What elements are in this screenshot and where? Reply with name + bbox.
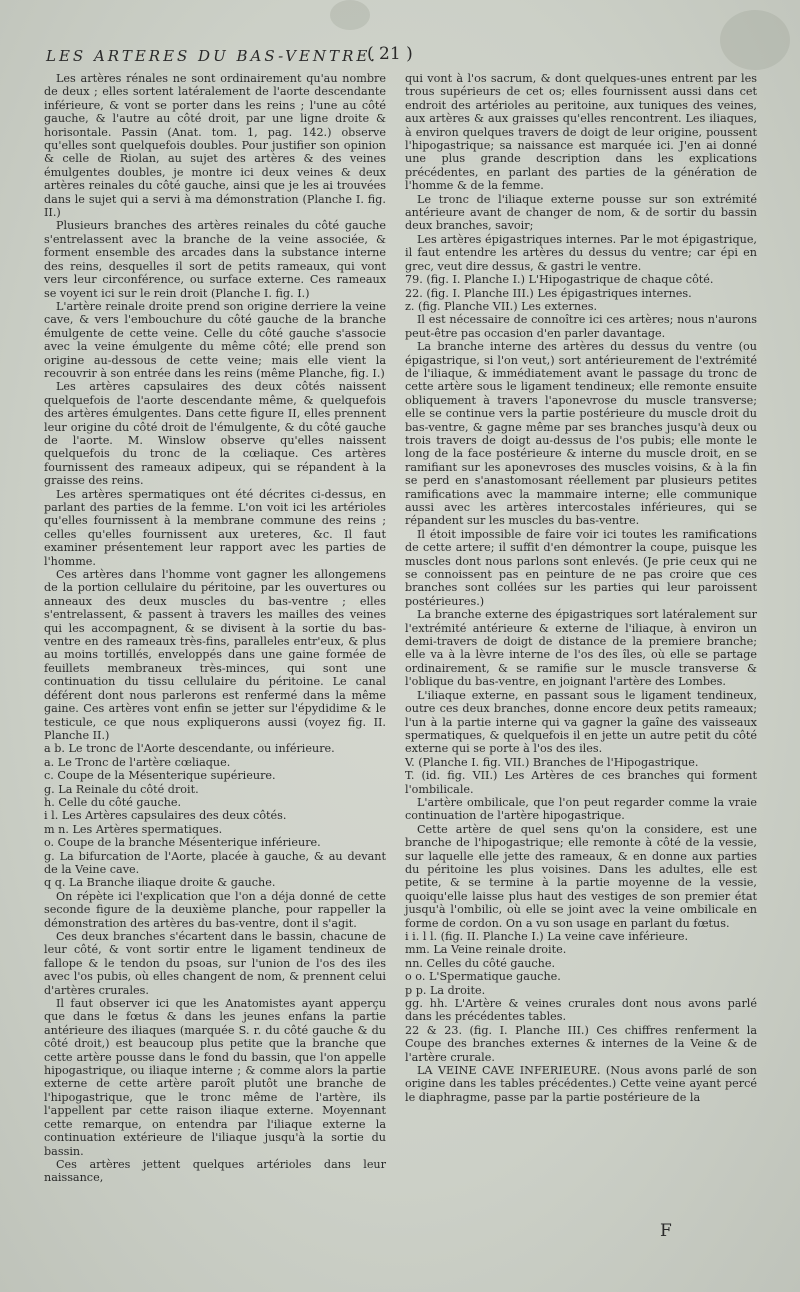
- legend-item: g. La bifurcation de l'Aorte, placée à gauche, & au devant de la Veine cave.: [44, 849, 386, 876]
- legend-item: T. (id. fig. VII.) Les Artères de ces branches qui forment l'ombilicale.: [405, 769, 757, 796]
- legend-item: m n. Les Artères spermatiques.: [44, 822, 223, 836]
- legend-item: h. Celle du côté gauche.: [44, 795, 182, 809]
- legend-item: g. La Reinale du côté droit.: [44, 782, 199, 796]
- running-head: LES ARTERES DU BAS-VENTRE.: [46, 47, 379, 65]
- paragraph: Ces artères dans l'homme vont gagner les allongemens de la portion cellulaire du péritoine, par les ouvertures ou anneaux des deux muscles du bas-ventre ; elles s'entrelassent, & passent à travers les mailles des veines qui les accompagnent, & se divisent à la sortie du bas-ventre en des rameaux très-fins, paralleles entr'eux, & plus au moins tortillés, enveloppés dans une gaine formée de feuillets membraneux très-minces, qui sont une continuation du tissu cellulaire du péritoine. Le canal déférent dont nous parlerons est renfermé dans la même gaine. Ces artères vont enfin se jetter sur l'épydidime & le testicule, ce que nous expliquerons aussi (voyez fig. II. Planche II.): [44, 568, 386, 742]
- paragraph: La branche interne des artères du dessus du ventre (ou épigastrique, si l'on veut,) sort antérieurement de l'extrémité de l'iliaque, & immédiatement avant le passage du tronc de cette artère sous le ligament tendineux; elle remonte ensuite obliquement à travers l'aponevrose du muscle transverse; elle se continue vers la partie postérieure du muscle droit du bas-ventre, & gagne même par ses branches jusqu'à deux ou trois travers de doigt au-dessus de l'os pubis; elle monte le long de la face postérieure & interne du muscle droit, en se ramifiant sur les aponevroses des muscles voisins, & à la fin se perd en s'anastomosant réellement par plusieurs petites ramifications avec la mammaire interne; elle communique aussi avec les artères intercostales inférieures, qui se répandent sur les muscles du bas-ventre.: [405, 340, 757, 528]
- legend-item: o. Coupe de la branche Mésenterique inférieure.: [44, 836, 321, 850]
- paragraph: On répète ici l'explication que l'on a déja donné de cette seconde figure de la deuxième planche, pour rappeller la démonstration des artères du bas-ventre, dont il s'agit.: [44, 889, 386, 930]
- legend-item: c. Coupe de la Mésenterique supérieure.: [44, 769, 276, 783]
- right-column: [405, 72, 757, 1104]
- legend-item: o o. L'Spermatique gauche.: [405, 970, 561, 984]
- paragraph: L'artère ombilicale, que l'on peut regarder comme la vraie continuation de l'artère hipogastrique.: [405, 795, 757, 823]
- paragraph: Le tronc de l'iliaque externe pousse sur son extrémité antérieure avant de changer de nom, & de sortir du bassin deux branches, savoir;: [405, 192, 757, 233]
- left-column: [44, 72, 386, 1185]
- paragraph: Il est nécessaire de connoître ici ces artères; nous n'aurons peut-être pas occasion d'en parler davantage.: [405, 313, 757, 340]
- paragraph: LA VEINE CAVE INFERIEURE. (Nous avons parlé de son origine dans les tables précédentes.) Cette veine ayant percé le diaphragme, passe par la partie postérieure de la: [405, 1064, 757, 1104]
- paper-stain: [720, 10, 790, 70]
- paragraph: Ces deux branches s'écartent dans le bassin, chacune de leur côté, & vont sortir entre le ligament tendineux de fallope & le tendon du psoas, sur l'union de l'os des iles avec l'os pubis, où elles changent de nom, & prennent celui d'artères crurales.: [44, 930, 386, 997]
- legend-item: i i. l l. (fig. II. Planche I.) La veine cave inférieure.: [405, 930, 689, 943]
- paragraph: Il faut observer ici que les Anatomistes ayant apperçu que dans le fœtus & dans les jeunes enfans la partie antérieure des iliaques (marquée S. r. du côté gauche & du côté droit,) est beaucoup plus petite que la branche que cette artère pousse dans le fond du bassin, que l'on appelle hipogastrique, ou iliaque interne ; & comme alors la partie externe de cette artère paroît plutôt une branche de l'hipogastrique, que le tronc même de l'artère, ils l'appellent par cette raison iliaque externe. Moyennant cette remarque, on entendra par l'iliaque externe la continuation extérieure de l'iliaque jusqu'à la sortie du bassin.: [44, 997, 386, 1158]
- paper-stain: [330, 0, 370, 30]
- legend-item: z. (fig. Planche VII.) Les externes.: [405, 299, 597, 313]
- legend-item: nn. Celles du côté gauche.: [405, 956, 556, 970]
- paragraph: La branche externe des épigastriques sort latéralement sur l'extrémité antérieure & externe de l'iliaque, à environ un demi-travers de doigt de distance de la premiere branche; elle va à la lèvre interne de l'os des îles, où elle se partage ordinairement, & se ramifie sur le muscle transverse & l'oblique du bas-ventre, en joignant l'artère des Lombes.: [405, 608, 757, 689]
- paragraph: L'iliaque externe, en passant sous le ligament tendineux, outre ces deux branches, donne encore deux petits rameaux; l'un à la partie interne qui va gagner la gaîne des vaisseaux spermatiques, & quelquefois il en jette un autre petit du côté externe qui se porte à l'os des iles.: [405, 688, 757, 756]
- legend-item: i l. Les Artères capsulaires des deux côtés.: [44, 809, 287, 823]
- paragraph: Les artères épigastriques internes. Par le mot épigastrique, il faut entendre les artères du dessus du ventre; car épi en grec, veut dire dessus, & gastri le ventre.: [405, 232, 757, 273]
- paragraph: Plusieurs branches des artères reinales du côté gauche s'entrelassent avec la branche de la veine associée, & forment ensemble des arcades dans la substance interne des reins, desquelles il sort de petits rameaux, qui vont vers leur circonférence, ou surface externe. Ces rameaux se voyent ici sur le rein droit (Planche I. fig. I.): [44, 219, 386, 300]
- paragraph: Cette artère de quel sens qu'on la considere, est une branche de l'hipogastrique; elle remonte à côté de la vessie, sur laquelle elle jette des rameaux, & en donne aux parties du péritoine les plus voisines. Dans les adultes, elle est petite, & se termine à la partie moyenne de la vessie, quoiqu'elle laisse plus haut des vestiges de son premier état jusqu'à l'ombilic, où elle se joint avec la veine ombilicale en forme de cordon. On a vu son usage en parlant du fœtus.: [405, 822, 757, 930]
- legend-item: 79. (fig. I. Planche I.) L'Hipogastrique de chaque côté.: [405, 273, 714, 287]
- legend-item: a. Le Tronc de l'artère cœliaque.: [44, 755, 231, 769]
- legend-item: mm. La Veine reinale droite.: [405, 943, 567, 957]
- legend-item: 22. (fig. I. Planche III.) Les épigastriques internes.: [405, 286, 692, 300]
- legend-item: p p. La droite.: [405, 983, 486, 997]
- paragraph: Les artères rénales ne sont ordinairement qu'au nombre de deux ; elles sortent latéralement de l'aorte descendante inférieure, & vont se porter dans les reins ; l'une au côté gauche, & l'autre au côté droit, par une ligne droite & horisontale. Passin (Anat. tom. 1, pag. 142.) observe qu'elles sont quelquefois doubles. Pour justifier son opinion & celle de Riolan, au sujet des artères & des veines émulgentes doubles, je montre ici deux veines & deux artères reinales du côté gauche, ainsi que je les ai trouvées dans le sujet qui a servi à ma démonstration (Planche I. fig. II.): [44, 72, 386, 220]
- legend-item: a b. Le tronc de l'Aorte descendante, ou inférieure.: [44, 742, 335, 756]
- paragraph: L'artère reinale droite prend son origine derriere la veine cave, & vers l'embouchure du côté gauche de la branche émulgente de cette veine. Celle du côté gauche s'associe avec la veine émulgente du même côté; elle prend son origine au-dessous de cette veine; mais elle vient la recouvrir à son entrée dans les reins (même Planche, fig. I.): [44, 299, 386, 380]
- paragraph: Ces artères jettent quelques artérioles dans leur naissance,: [44, 1157, 386, 1185]
- legend-item: 22 & 23. (fig. I. Planche III.) Ces chiffres renferment la Coupe des branches externes & internes de la Veine & de l'artère crurale.: [405, 1023, 757, 1064]
- signature-mark: F: [660, 1221, 672, 1241]
- legend-item: V. (Planche I. fig. VII.) Branches de l'Hipogastrique.: [405, 755, 699, 769]
- paragraph: qui vont à l'os sacrum, & dont quelques-unes entrent par les trous supérieurs de cet os; elles fournissent aussi dans cet endroit des artérioles au peritoine, aux tuniques des veines, aux artères & aux graisses qu'elles rencontrent. Les iliaques, à environ quelques travers de doigt de leur origine, poussent l'hipogastrique; sa naissance est marquée ici. J'en ai donné une plus grande description dans les explications précédentes, en parlant des parties de la génération de l'homme & de la femme.: [405, 72, 757, 193]
- paragraph: Les artères capsulaires des deux côtés naissent quelquefois de l'aorte descendante même, & quelquefois des artères émulgentes. Dans cette figure II, elles prennent leur origine du côté droit de l'émulgente, & du côté gauche de l'aorte. M. Winslow observe qu'elles naissent quelquefois du tronc de la cœliaque. Ces artères fournissent des rameaux adipeux, qui se répandent à la graisse des reins.: [44, 380, 386, 488]
- page-number: ( 21 ): [367, 44, 413, 64]
- paragraph: Il étoit impossible de faire voir ici toutes les ramifications de cette artere; il suffit d'en démontrer la coupe, puisque les muscles dont nous parlons sont enlevés. (Je prie ceux qui ne se connoissent pas en peinture de ne pas croire que ces branches sont collées sur les parties qui leur paroissent postérieures.): [405, 527, 757, 608]
- paragraph: Les artères spermatiques ont été décrites ci-dessus, en parlant des parties de la femme. L'on voit ici les artérioles qu'elles fournissent à la membrane commune des reins ; celles qu'elles fournissent aux ureteres, &c. Il faut examiner présentement leur rapport avec les parties de l'homme.: [44, 487, 386, 568]
- legend-item: gg. hh. L'Artère & veines crurales dont nous avons parlé dans les précédentes tables.: [405, 997, 757, 1024]
- legend-item: q q. La Branche iliaque droite & gauche.: [44, 876, 276, 890]
